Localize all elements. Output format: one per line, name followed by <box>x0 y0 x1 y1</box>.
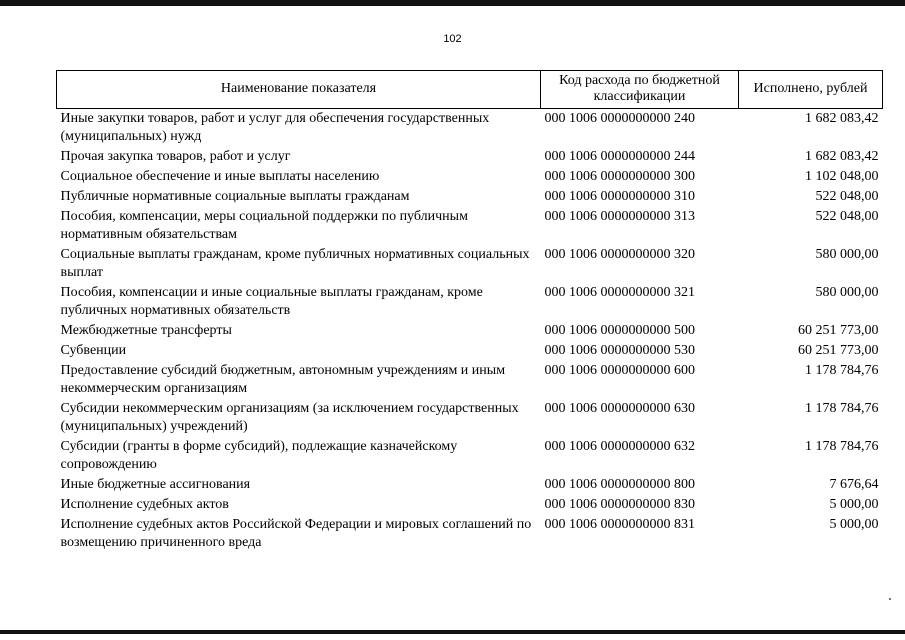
row-name: Исполнение судебных актов <box>60 497 229 512</box>
row-name: Исполнение судебных актов Российской Федерации и мировых соглашений по возмещению причиненного вреда <box>60 517 532 550</box>
row-amount: 1 178 784,76 <box>805 401 879 416</box>
table-row <box>57 167 883 187</box>
row-name: Социальное обеспечение и иные выплаты населению <box>60 169 380 184</box>
row-name: Иные закупки товаров, работ и услуг для обеспечения государственных (муниципальных) нужд <box>60 111 490 144</box>
table-row <box>57 475 883 495</box>
table-row <box>57 399 883 437</box>
table-row <box>57 341 883 361</box>
expenditure-table <box>56 70 883 553</box>
row-code: 000 1006 0000000000 313 <box>544 209 695 224</box>
row-amount: 5 000,00 <box>829 497 879 512</box>
table-row <box>57 187 883 207</box>
row-code: 000 1006 0000000000 320 <box>544 247 695 262</box>
table-row <box>57 207 883 245</box>
header-name: Наименование показателя <box>57 71 541 109</box>
row-amount: 5 000,00 <box>829 517 879 532</box>
header-amount: Исполнено, рублей <box>739 71 883 109</box>
row-amount: 1 178 784,76 <box>805 439 879 454</box>
row-name: Прочая закупка товаров, работ и услуг <box>60 149 291 164</box>
row-code: 000 1006 0000000000 632 <box>544 439 695 454</box>
row-amount: 580 000,00 <box>815 247 879 262</box>
table-row <box>57 245 883 283</box>
row-name: Пособия, компенсации, меры социальной поддержки по публичным нормативным обязательствам <box>60 209 468 242</box>
row-name: Публичные нормативные социальные выплаты гражданам <box>60 189 410 204</box>
row-amount: 60 251 773,00 <box>798 323 879 338</box>
row-amount: 7 676,64 <box>829 477 879 492</box>
row-name: Межбюджетные трансферты <box>60 323 232 338</box>
row-code: 000 1006 0000000000 600 <box>544 363 695 378</box>
row-name: Субвенции <box>60 343 127 358</box>
row-name: Субсидии некоммерческим организациям (за исключением государственных (муниципальных) учреждений) <box>60 401 519 434</box>
table-row <box>57 321 883 341</box>
row-amount: 1 102 048,00 <box>805 169 879 184</box>
table-row <box>57 109 883 148</box>
row-name: Субсидии (гранты в форме субсидий), подлежащие казначейскому сопровождению <box>60 439 458 472</box>
row-amount: 522 048,00 <box>815 189 879 204</box>
row-code: 000 1006 0000000000 240 <box>544 111 695 126</box>
row-amount: 1 682 083,42 <box>805 111 879 126</box>
row-name: Предоставление субсидий бюджетным, автономным учреждениям и иным некоммерческим организациям <box>60 363 506 396</box>
row-code: 000 1006 0000000000 244 <box>544 149 695 164</box>
table-row <box>57 495 883 515</box>
row-name: Пособия, компенсации и иные социальные выплаты гражданам, кроме публичных нормативных обязательств <box>60 285 483 318</box>
scan-speck <box>889 598 891 600</box>
row-amount: 1 178 784,76 <box>805 363 879 378</box>
row-amount: 1 682 083,42 <box>805 149 879 164</box>
row-name: Иные бюджетные ассигнования <box>60 477 251 492</box>
top-border-rule <box>0 0 905 6</box>
page-number: 102 <box>443 33 462 45</box>
row-code: 000 1006 0000000000 300 <box>544 169 695 184</box>
bottom-border-rule <box>0 630 905 634</box>
row-code: 000 1006 0000000000 321 <box>544 285 695 300</box>
row-code: 000 1006 0000000000 830 <box>544 497 695 512</box>
row-code: 000 1006 0000000000 831 <box>544 517 695 532</box>
row-name: Социальные выплаты гражданам, кроме публичных нормативных социальных выплат <box>60 247 530 280</box>
row-code: 000 1006 0000000000 310 <box>544 189 695 204</box>
table-row <box>57 283 883 321</box>
row-amount: 522 048,00 <box>815 209 879 224</box>
row-amount: 580 000,00 <box>815 285 879 300</box>
table-row <box>57 515 883 553</box>
row-code: 000 1006 0000000000 500 <box>544 323 695 338</box>
table-row <box>57 147 883 167</box>
header-code: Код расхода по бюджетной классификации <box>541 71 739 109</box>
row-code: 000 1006 0000000000 630 <box>544 401 695 416</box>
row-code: 000 1006 0000000000 530 <box>544 343 695 358</box>
table-row <box>57 361 883 399</box>
table-header-row <box>57 71 883 109</box>
row-amount: 60 251 773,00 <box>798 343 879 358</box>
table-row <box>57 437 883 475</box>
row-code: 000 1006 0000000000 800 <box>544 477 695 492</box>
